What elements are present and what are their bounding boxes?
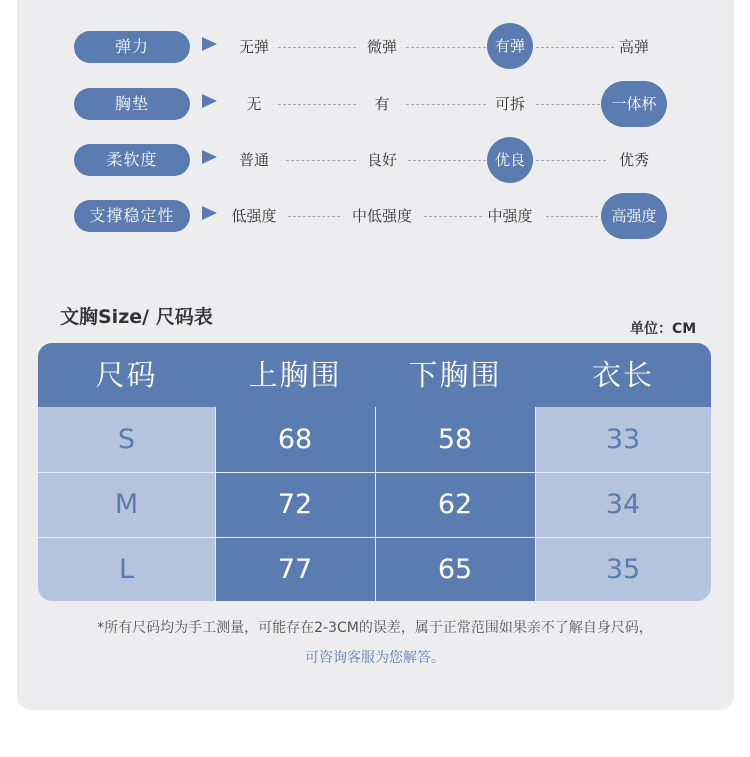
attribute-row-support: [74, 200, 674, 234]
header-length: 衣长: [591, 358, 654, 392]
level-option-selected: 有弹: [487, 23, 533, 69]
cell-size: M: [114, 489, 139, 520]
header-size: 尺码: [95, 358, 158, 392]
level-option: 微弹: [366, 38, 398, 56]
level-option: 有: [374, 95, 390, 113]
attribute-row-pad: [74, 88, 674, 122]
dashed-connector: [278, 47, 356, 48]
attribute-row-softness: [74, 144, 674, 178]
attribute-label: 柔软度: [74, 144, 190, 176]
level-option-selected: 高强度: [601, 193, 667, 239]
contact-service-note: 可咨询客服为您解答。: [305, 650, 445, 666]
dashed-connector: [424, 216, 482, 217]
cell-size: L: [118, 554, 135, 585]
level-option: 无: [246, 95, 262, 113]
dashed-connector: [406, 47, 486, 48]
dashed-connector: [286, 160, 356, 161]
level-option: 中强度: [487, 207, 533, 225]
cell-length: 34: [605, 489, 641, 520]
measurement-note: *所有尺码均为手工测量，可能存在2-3CM的误差，属于正常范围如果亲不了解自身尺码，: [97, 620, 653, 636]
size-table: [38, 343, 711, 601]
cell-size: S: [117, 424, 136, 455]
dashed-connector: [408, 160, 486, 161]
attribute-row-elasticity: [74, 31, 674, 65]
arrow-right-icon: [202, 37, 217, 51]
level-option: 中低强度: [351, 207, 413, 225]
dashed-connector: [406, 104, 486, 105]
table-header: [38, 343, 711, 407]
dashed-connector: [278, 104, 356, 105]
cell-under-bust: 65: [437, 554, 473, 585]
dashed-connector: [288, 216, 340, 217]
cell-length: 33: [605, 424, 641, 455]
level-option: 无弹: [238, 38, 270, 56]
cell-length: 35: [605, 554, 641, 585]
dashed-connector: [536, 104, 600, 105]
dashed-connector: [536, 47, 614, 48]
header-under-bust: 下胸围: [408, 358, 502, 392]
cell-upper-bust: 72: [277, 489, 313, 520]
level-option: 可拆: [494, 95, 526, 113]
attribute-label: 支撑稳定性: [74, 200, 190, 232]
header-upper-bust: 上胸围: [248, 358, 342, 392]
cell-upper-bust: 77: [277, 554, 313, 585]
dashed-connector: [546, 216, 598, 217]
level-option-selected: 一体杯: [601, 81, 667, 127]
level-option: 高弹: [618, 38, 650, 56]
arrow-right-icon: [202, 206, 217, 220]
level-option: 优秀: [618, 151, 650, 169]
unit-label: 单位：CM: [630, 321, 697, 337]
cell-under-bust: 58: [437, 424, 473, 455]
level-option: 普通: [238, 151, 270, 169]
cell-under-bust: 62: [437, 489, 473, 520]
level-option: 良好: [366, 151, 398, 169]
cell-upper-bust: 68: [277, 424, 313, 455]
attribute-label: 胸垫: [74, 88, 190, 120]
level-option: 低强度: [231, 207, 277, 225]
size-chart-title: 文胸Size/ 尺码表: [60, 306, 213, 328]
arrow-right-icon: [202, 94, 217, 108]
level-option-selected: 优良: [487, 137, 533, 183]
attribute-label: 弹力: [74, 31, 190, 63]
dashed-connector: [536, 160, 606, 161]
arrow-right-icon: [202, 150, 217, 164]
